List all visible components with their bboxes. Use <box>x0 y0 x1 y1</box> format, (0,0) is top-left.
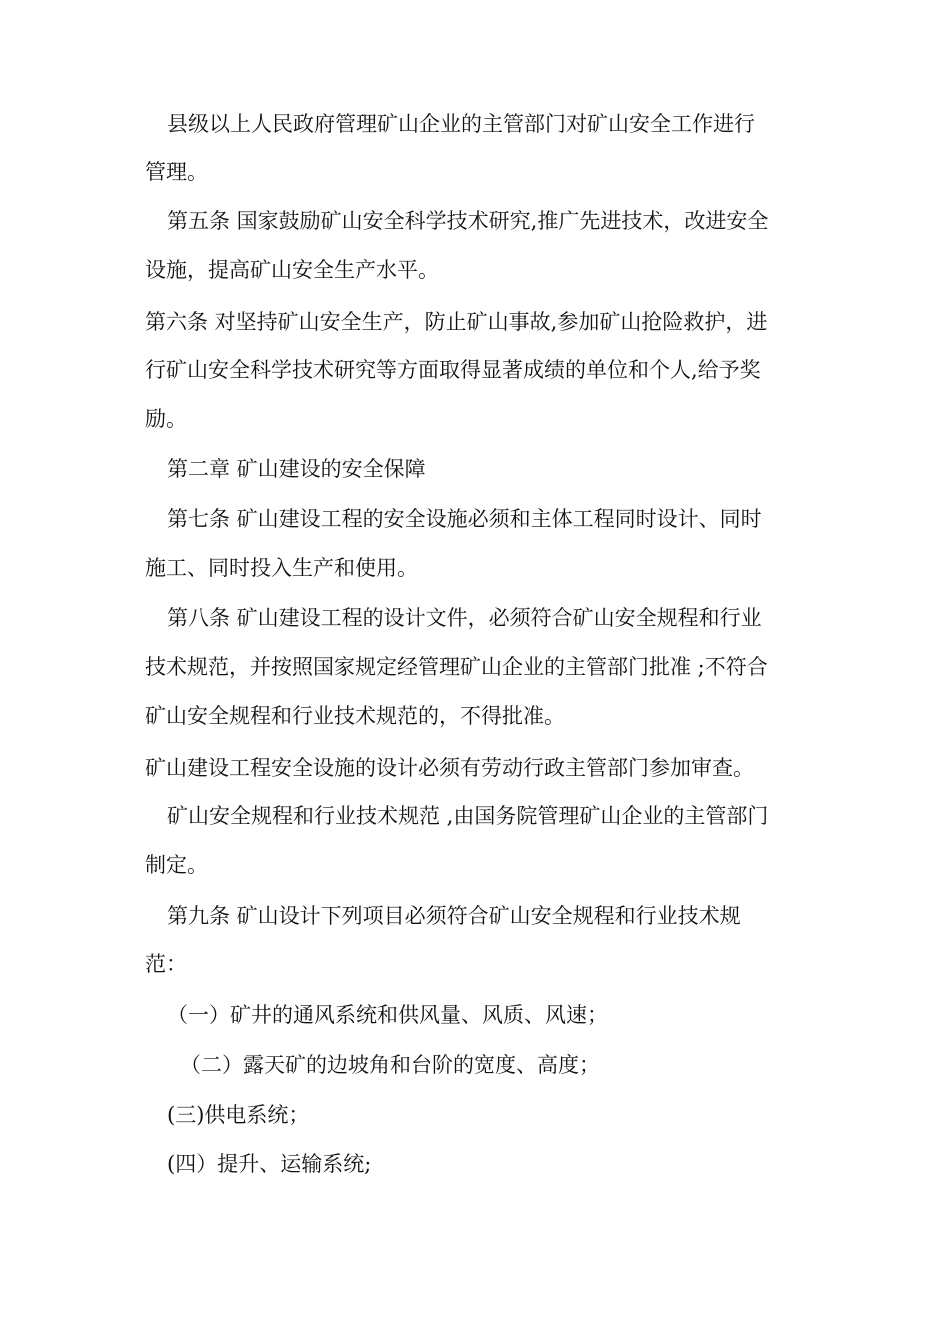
text-line: 第六条 对坚持矿山安全生产，防止矿山事故,参加矿山抢险救护，进 <box>145 310 768 334</box>
text-line: 第五条 国家鼓励矿山安全科学技术研究,推广先进技术，改进安全 <box>167 209 769 233</box>
text-line: 矿山安全规程和行业技术规范 ,由国务院管理矿山企业的主管部门 <box>167 804 769 828</box>
text-line: 励。 <box>145 407 187 431</box>
chapter-heading: 第二章 矿山建设的安全保障 <box>167 457 426 481</box>
text-line: 技术规范，并按照国家规定经管理矿山企业的主管部门批准 ;不符合 <box>145 655 768 679</box>
text-line: 第八条 矿山建设工程的设计文件，必须符合矿山安全规程和行业 <box>167 606 762 630</box>
text-line: 矿山建设工程安全设施的设计必须有劳动行政主管部门参加审查。 <box>145 756 754 780</box>
list-item: （一）矿井的通风系统和供风量、风质、风速； <box>167 1003 608 1027</box>
text-line: 行矿山安全科学技术研究等方面取得显著成绩的单位和个人,给予奖 <box>145 358 761 382</box>
list-item: (四）提升、运输系统; <box>167 1152 372 1176</box>
list-item: (三)供电系统； <box>167 1103 310 1127</box>
text-line: 制定。 <box>145 853 208 877</box>
text-line: 第七条 矿山建设工程的安全设施必须和主体工程同时设计、同时 <box>167 507 762 531</box>
text-line: 第九条 矿山设计下列项目必须符合矿山安全规程和行业技术规 <box>167 904 741 928</box>
text-line: 管理。 <box>145 160 208 184</box>
text-line: 矿山安全规程和行业技术规范的，不得批准。 <box>145 704 565 728</box>
text-line: 县级以上人民政府管理矿山企业的主管部门对矿山安全工作进行 <box>167 112 755 136</box>
text-line: 施工、同时投入生产和使用。 <box>145 556 418 580</box>
text-line: 范： <box>145 952 187 976</box>
text-line: 设施，提高矿山安全生产水平。 <box>145 258 439 282</box>
list-item: （二）露天矿的边坡角和台阶的宽度、高度； <box>180 1053 600 1077</box>
